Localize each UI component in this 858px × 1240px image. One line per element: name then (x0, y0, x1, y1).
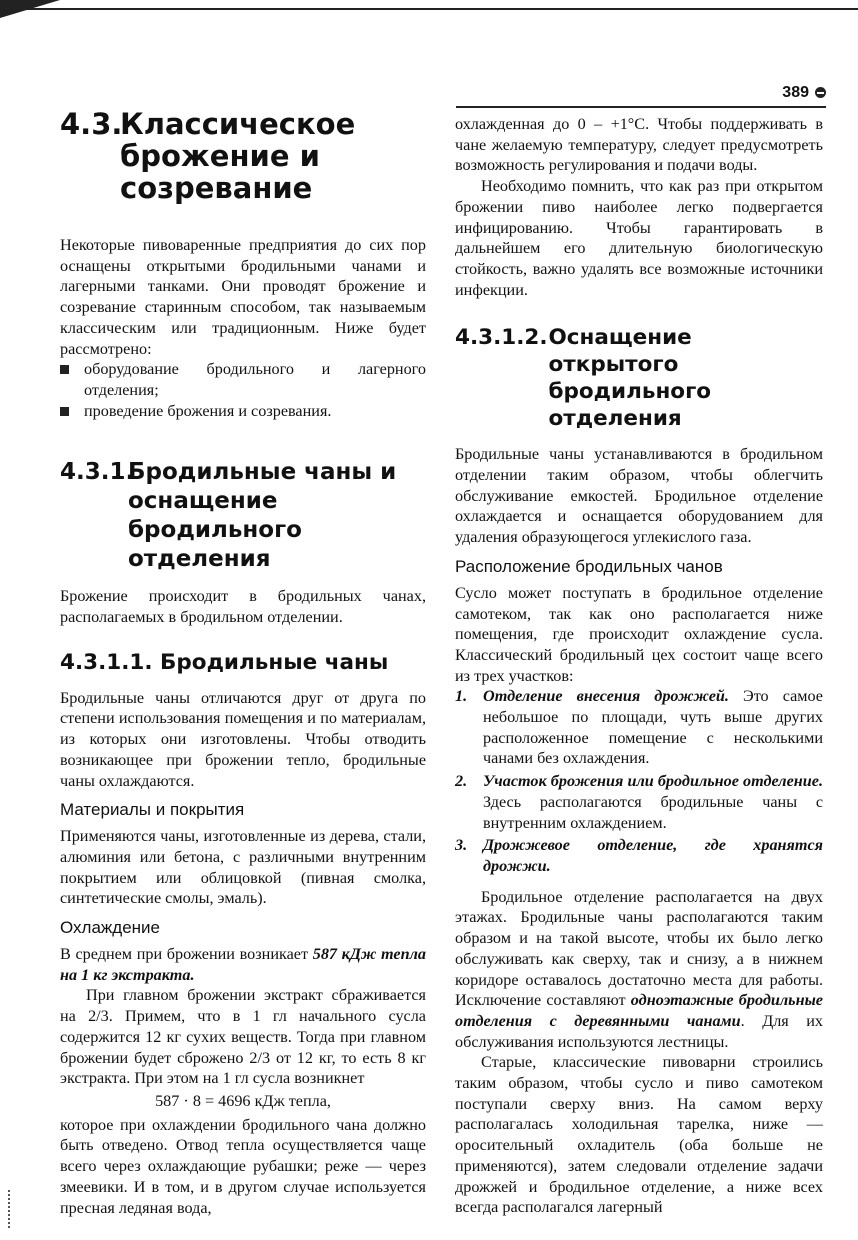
list-item (60, 359, 426, 400)
section-title: Классическое брожение и созревание (120, 107, 356, 205)
list-item (455, 771, 823, 833)
list-item-text: Здесь располагаются бродильные чаны с внутренним охлаждением. (483, 792, 823, 832)
materials-paragraph: Применяются чаны, изготовленные из дерева, стали, алюминия или бетона, с различными внутренним покрытием или облицовкой (пивная смолка, синтетические смолы, эмаль). (60, 827, 426, 908)
subsection-heading (60, 458, 426, 574)
infection-paragraph: Необходимо помнить, что как раз при открытом брожении пиво наиболее легко подвергается инфицированию. Чтобы гарантировать в дальнейшем его длительную биологическую стойкость, важно удалять все возможные источники инфекции. (455, 177, 823, 299)
list-item-text: оборудование бродильного и лагерного отделения; (84, 360, 426, 399)
bullet-list (60, 359, 426, 421)
subsubsection-title-2: Оснащение открытого бродильного отделения (548, 325, 712, 432)
materials-heading: Материалы и покрытия (60, 800, 245, 820)
layout-paragraph: Сусло может поступать в бродильное отделение самотеком, так как оно располагается ниже помещения, где происходит охлаждение сусла. Классический бродильный цех состоит чаще всего из трех участков: (455, 583, 823, 685)
layout-heading: Расположение бродильных чанов (455, 556, 723, 576)
list-item-title: Отделение внесения дрожжей. (483, 687, 729, 706)
floors-paragraph (455, 887, 823, 1053)
cooling-text: В среднем при брожении возникает (60, 945, 313, 964)
intro-paragraph: Некоторые пивоваренные предприятия до сих пор оснащены открытыми бродильными чанами и лагерными танками. Они проводят брожение и созревание старинным способом, так называемым классическим или традиционным. Ниже будет рассмотрено: (60, 236, 426, 358)
heat-formula: 587 · 8 = 4696 кДж тепла, (155, 1091, 331, 1110)
floors-text-b: . Для их обслуживания используются лестницы. (455, 1011, 823, 1051)
floors-text-a: Бродильное отделение располагается на двух этажах. Бродильные чаны располагаются таким образом и на такой высоте, чтобы их было легко обслуживать как сверху, так и снизу, а в нижнем коридоре оставалось достаточно места для работы. Исключение составляют (455, 887, 823, 1010)
list-item (60, 401, 426, 422)
square-bullet-icon (60, 407, 69, 416)
cooling-emphasis: 587 кДж тепла на 1 кг экстракта. (60, 945, 426, 984)
right-column (455, 114, 823, 1218)
floors-emphasis: одноэтажные бродильные отделения с деревянными чанами (455, 991, 823, 1030)
scan-gutter-mark (8, 1190, 12, 1228)
square-bullet-icon (60, 365, 69, 374)
cooling-paragraph-3: которое при охлаждении бродильного чана должно быть отведено. Отвод тепла осуществляется чаще всего через охлаждающие рубашки; реже — через змеевики. И в том, и в другом случае используется пресная ледяная вода, (60, 1115, 426, 1217)
list-item (455, 835, 823, 876)
section-number: 4.3. (60, 107, 123, 141)
subsubsection-heading (60, 649, 426, 676)
cooling-paragraph-2: При главном брожении экстракт сбраживается на 2/3. Примем, что в 1 гл начального сусла содержится 12 кг сухих веществ. Тогда при главном брожении будет сброжено 2/3 от 12 кг, то есть 8 кг экстракта. При этом на 1 гл сусла возникнет (60, 986, 426, 1088)
section-heading (60, 108, 426, 204)
running-header (456, 84, 826, 108)
sections-list (455, 686, 823, 876)
subsubsection-number: 4.3.1.1. (60, 649, 153, 675)
page-number: 389 (782, 84, 809, 101)
left-column (60, 108, 426, 1218)
subsubsection-title: Бродильные чаны (160, 649, 389, 675)
subsection-title: Бродильные чаны и оснащение бродильного отделения (128, 459, 397, 573)
cooling-heading: Охлаждение (60, 918, 160, 938)
top-rule (20, 8, 858, 10)
list-number: 1. (455, 687, 468, 706)
list-item-text: Это самое небольшое по площади, чуть выше других расположенное помещение с несколькими чанами без охлаждения. (483, 687, 823, 768)
list-item (455, 686, 823, 769)
equipment-paragraph: Бродильные чаны устанавливаются в бродильном отделении таким образом, чтобы облегчить обслуживание емкостей. Бродильное отделение охлаждается и оснащается оборудованием для удаления образующегося углекислого газа. (455, 445, 823, 547)
minus-circle-icon (815, 87, 826, 98)
subsection-number: 4.3.1. (60, 459, 135, 486)
vats-paragraph: Бродильные чаны отличаются друг от друга по степени использования помещения и по материалам, из которых они изготовлены. Чтобы отводить возникающее при брожении тепло, бродильные чаны охлаждаются. (60, 688, 426, 790)
subsubsection-heading-2 (455, 324, 823, 432)
subsection-paragraph: Брожение происходит в бродильных чанах, располагаемых в бродильном отделении. (60, 587, 426, 627)
list-item-text: проведение брожения и созревания. (84, 401, 332, 420)
continuation-paragraph: охлажденная до 0 – +1°С. Чтобы поддерживать в чане желаемую температуру, следует предусмотреть возможность регулирования и подачи воды. (455, 115, 823, 175)
cooling-paragraph-1 (60, 944, 426, 985)
old-breweries-paragraph: Старые, классические пивоварни строились таким образом, чтобы сусло и пиво самотеком поступали сверху вниз. На самом верху располагалась холодильная тарелка, ниже — оросительный охладитель (оба больше не применяются), затем следовали отделение задачи дрожжей и бродильное отделение, а ниже всех всегда располагался лагерный (455, 1053, 823, 1217)
subsubsection-number-2: 4.3.1.2. (455, 325, 548, 351)
list-item-title: Дрожжевое отделение, где хранятся дрожжи. (483, 836, 823, 875)
list-number: 3. (455, 836, 468, 855)
list-item-title: Участок брожения или бродильное отделение. (483, 772, 823, 791)
list-number: 2. (455, 772, 468, 791)
